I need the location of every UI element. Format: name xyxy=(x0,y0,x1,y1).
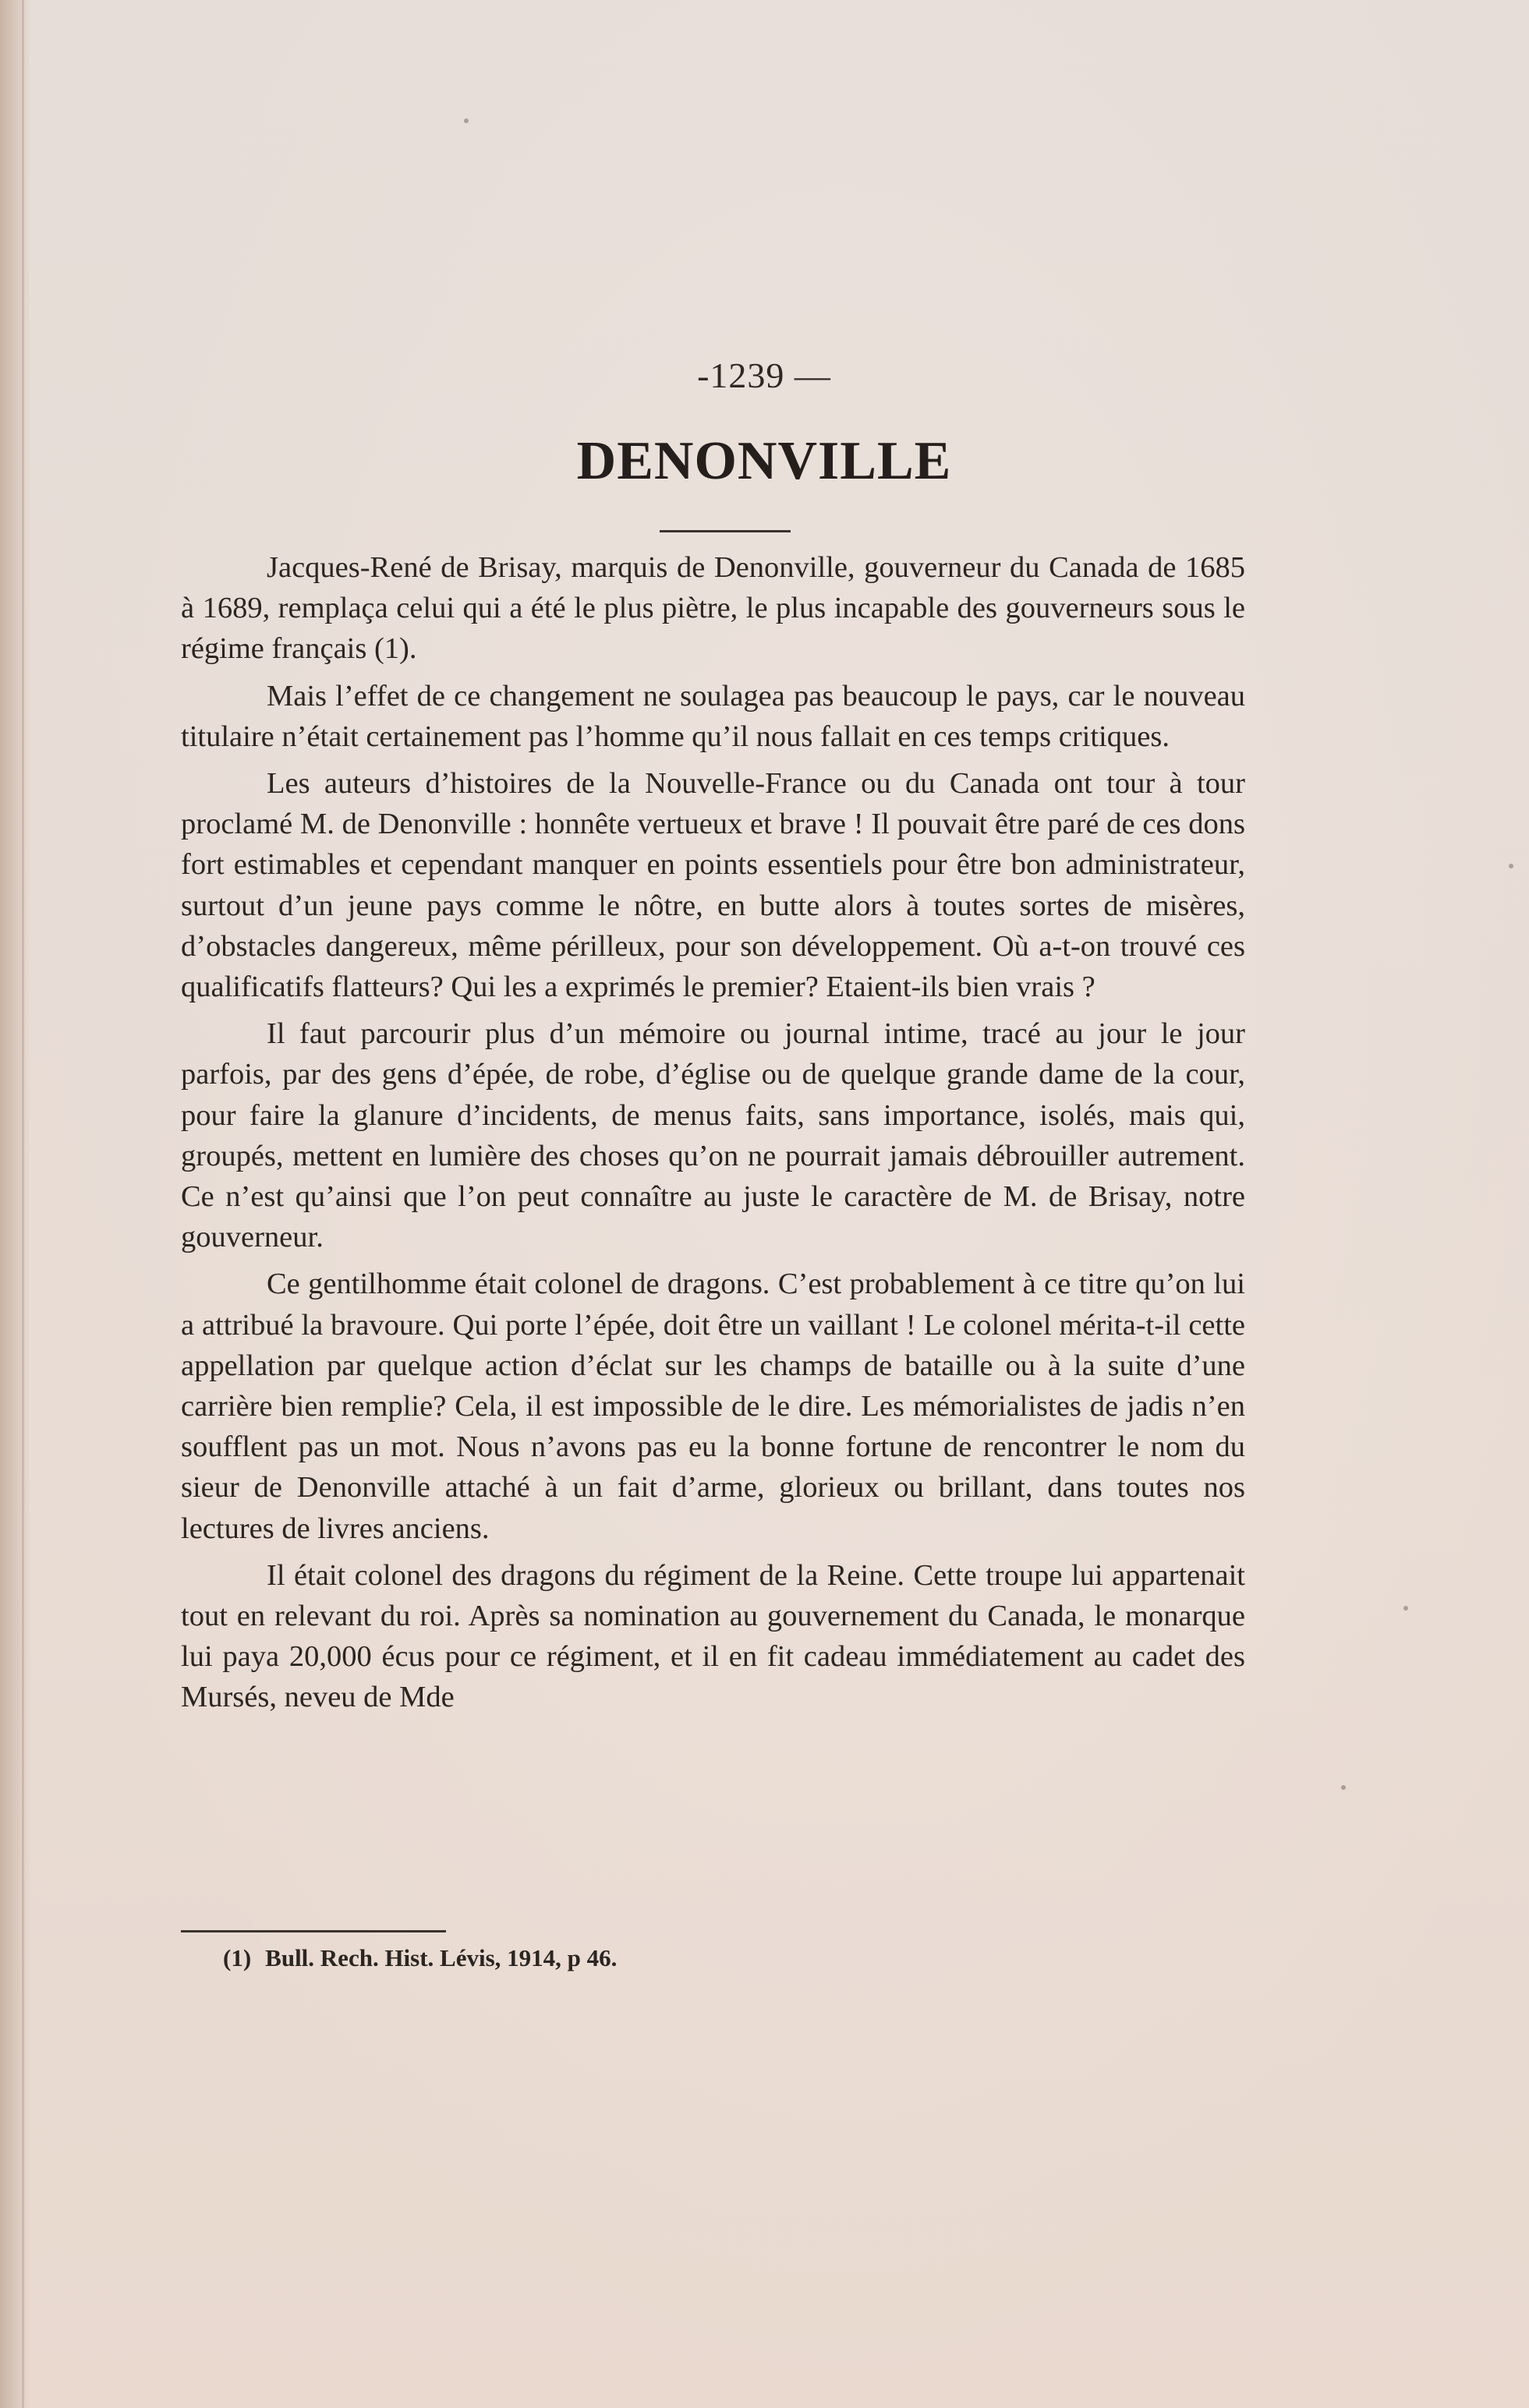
paragraph: Il était colonel des dragons du régiment de la Reine. Cette troupe lui appartenait tout en relevant du roi. Après sa nomination au gouvernement du Canada, le monarque lui paya 20,000 écus pour ce régiment, et il en fit cadeau immédiatement au cadet des Mursés, neveu de Mde xyxy=(181,1558,1245,1714)
footnote-text: Bull. Rech. Hist. Lévis, 1914, p 46. xyxy=(265,1944,618,1971)
footnote-mark: (1) xyxy=(223,1944,252,1971)
paper-speck xyxy=(1341,1785,1346,1790)
paper-speck xyxy=(1509,864,1513,868)
title-divider xyxy=(660,530,791,532)
binding-edge xyxy=(22,0,24,2408)
paragraph: Les auteurs d’histoires de la Nouvelle-France ou du Canada ont tour à tour proclamé M. de Denonville : honnête vertueux et brave ! Il pouvait être paré de ces dons fort estimables et cependant manquer en points essentiels pour être bon administrateur, surtout d’un jeune pays comme le nôtre, en butte alors à toutes sortes de misères, d’obstacles dangereux, même périlleux, pour son développement. Où a-t-on trouvé ces qualificatifs flatteurs? Qui les a exprimés le premier? Etaient-ils bien vrais ? xyxy=(181,767,1245,1004)
paragraph: Jacques-René de Brisay, marquis de Denonville, gouverneur du Canada de 1685 à 1689, remplaça celui qui a été le plus piètre, le plus incapable des gouverneurs sous le régime français (1). xyxy=(181,551,1245,666)
footnote-divider xyxy=(181,1930,446,1932)
paragraph: Ce gentilhomme était colonel de dragons. C’est probablement à ce titre qu’on lui a attribué la bravoure. Qui porte l’épée, doit être un vaillant ! Le colonel mérita-t-il cette appellation par quelque action d’éclat sur les champs de bataille ou à la suite d’une carrière bien remplie? Cela, il est impossible de le dire. Les mémorialistes de jadis n’en soufflent pas un mot. Nous n’avons pas eu la bonne fortune de rencontrer le nom du sieur de Denonville attaché à un fait d’arme, glorieux ou brillant, dans toutes nos lectures de livres anciens. xyxy=(181,1268,1245,1545)
body-text xyxy=(181,547,1245,1724)
page-number: -1239 — xyxy=(697,355,831,395)
binding-shadow xyxy=(0,0,31,2408)
footnote xyxy=(223,1941,1159,1975)
paragraph: Mais l’effet de ce changement ne soulagea pas beaucoup le pays, car le nouveau titulaire n’était certainement pas l’homme qu’il nous fallait en ces temps critiques. xyxy=(181,679,1245,753)
paragraph: Il faut parcourir plus d’un mémoire ou journal intime, tracé au jour le jour parfois, par des gens d’épée, de robe, d’église ou de quelque grande dame de la cour, pour faire la glanure d’incidents, de menus faits, sans importance, isolés, mais qui, groupés, mettent en lumière des choses qu’on ne pourrait jamais débrouiller autrement. Ce n’est qu’ainsi que l’on peut connaître au juste le caractère de M. de Brisay, notre gouverneur. xyxy=(181,1017,1245,1254)
chapter-title: DENONVILLE xyxy=(576,431,952,491)
paper-speck xyxy=(1403,1606,1408,1611)
paper-speck xyxy=(464,118,469,123)
